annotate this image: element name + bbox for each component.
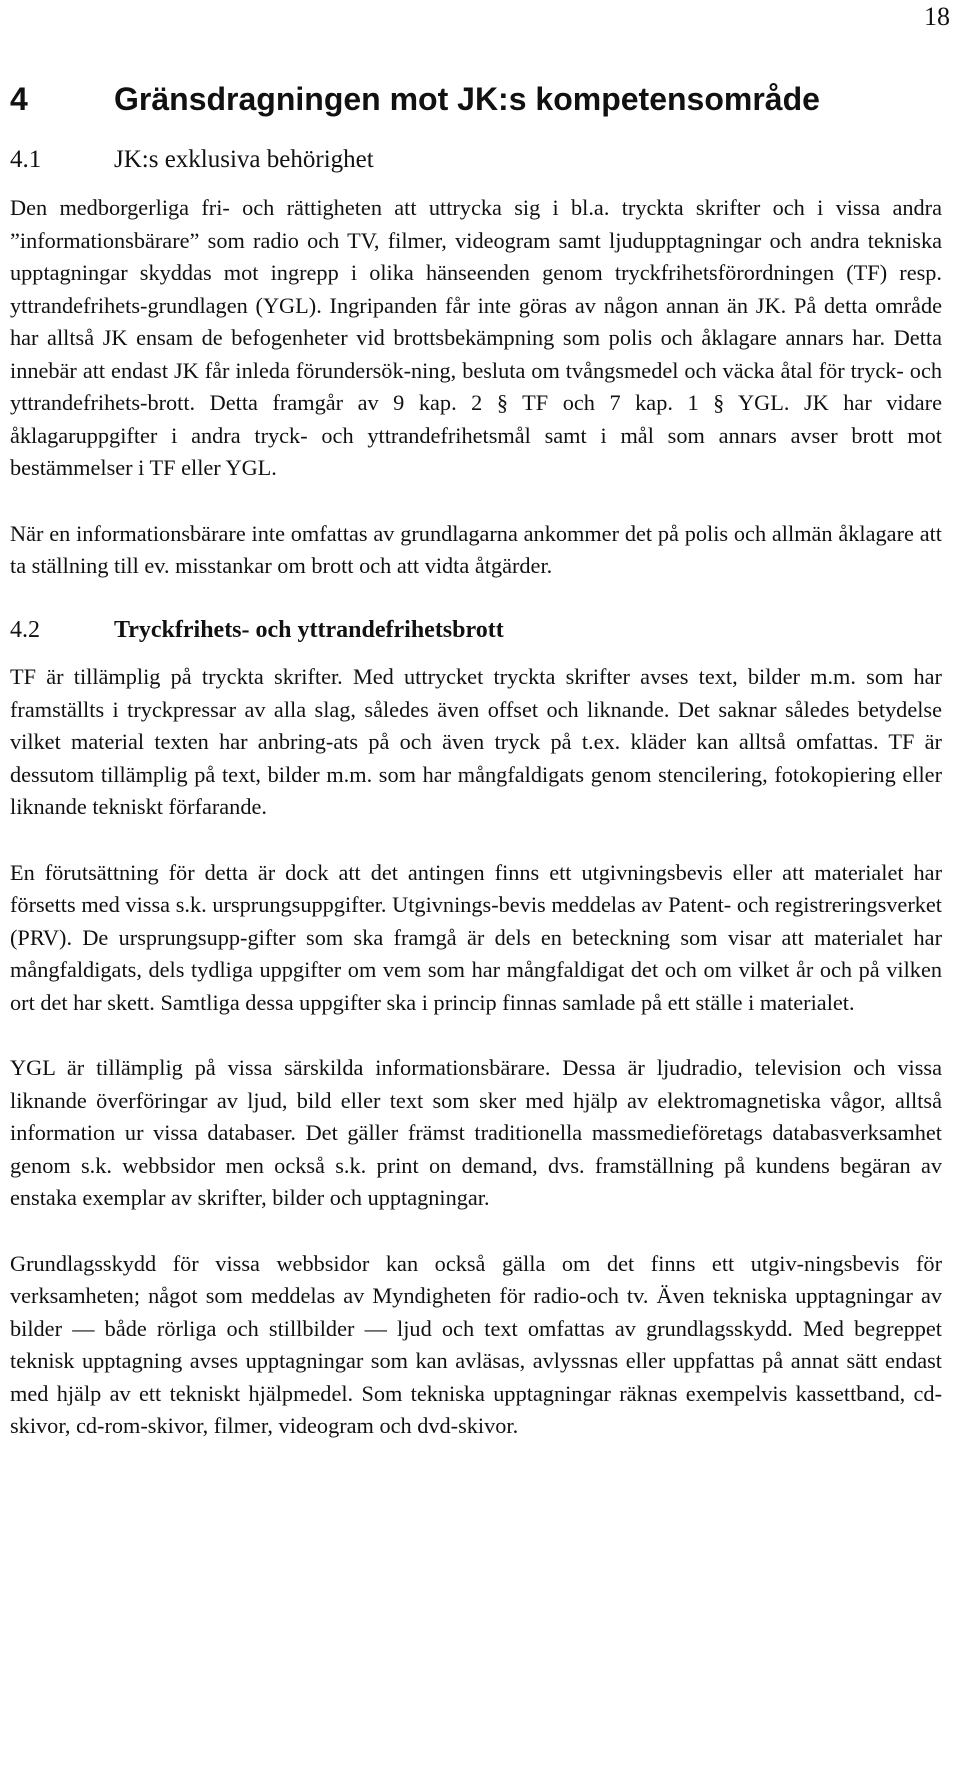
page-number: 18 <box>924 2 950 31</box>
paragraph: En förutsättning för detta är dock att det antingen finns ett utgivningsbevis eller att materialet har försetts med vissa s.k. ursprungsuppgifter. Utgivnings-bevis meddelas av Patent- och registreringsverket (PRV). De ursprungsupp-gifter som ska framgå är dels en beteckning som visar att materialet har mångfaldigats, dels tydliga uppgifter om vem som har mångfaldigat det och om vilket år och på vilken ort det har skett. Samtliga dessa uppgifter ska i princip finnas samlade på ett ställe i materialet. <box>10 859 942 1015</box>
section-heading-4-2 <box>10 616 942 645</box>
section-title: Tryckfrihets- och yttrandefrihetsbrott <box>114 616 504 643</box>
paragraph: TF är tillämplig på tryckta skrifter. Med uttrycket tryckta skrifter avses text, bilder m.m. som har framställts i tryckpressar av alla slag, således även offset och liknande. Det saknar således betydelse vilket material texten har anbring-ats på och även tryck på t.ex. kläder kan alltså omfattas. TF är dessutom tillämplig på text, bilder m.m. som har mångfaldigats genom stencilering, fotokopiering eller liknande tekniskt förfarande. <box>10 664 942 820</box>
paragraph: Den medborgerliga fri- och rättigheten att uttrycka sig i bl.a. tryckta skrifter och i vissa andra ”informationsbärare” som radio och TV, filmer, videogram samt ljudupptagningar och andra tekniska upptagningar skyddas mot ingrepp i olika hänseenden genom tryckfrihetsförordningen (TF) resp. yttrandefrihets-grundlagen (YGL). Ingripanden får inte göras av någon annan än JK. På detta område har alltså JK ensam de befogenheter vid brottsbekämpning som polis och åklagare annars har. Detta innebär att endast JK får inleda förundersök-ning, besluta om tvångsmedel och väcka åtal för tryck- och yttrandefrihets-brott. Detta framgår av 9 kap. 2 § TF och 7 kap. 1 § YGL. JK har vidare åklagaruppgifter i andra tryck- och yttrandefrihetsmål samt i mål som annars avser brott mot bestämmelser i TF eller YGL. <box>10 195 942 481</box>
chapter-title: Gränsdragningen mot JK:s kompetensområde <box>114 81 820 117</box>
document-body <box>10 82 942 1476</box>
chapter-heading <box>10 82 942 117</box>
chapter-number: 4 <box>10 81 28 117</box>
section-number: 4.2 <box>10 616 40 643</box>
section-heading-4-1 <box>10 145 942 175</box>
paragraph: YGL är tillämplig på vissa särskilda informationsbärare. Dessa är ljudradio, television och vissa liknande överföringar av ljud, bild eller text som sker med hjälp av elektromagnetiska vågor, alltså information ur vissa databaser. Det gäller främst traditionella massmedieföretags databasverksamhet genom s.k. webbsidor men också s.k. print on demand, dvs. framställning på kundens begäran av enstaka exemplar av skrifter, bilder och upptagningar. <box>10 1055 942 1211</box>
paragraph: När en informationsbärare inte omfattas av grundlagarna ankommer det på polis och allmän åklagare att ta ställning till ev. misstankar om brott och att vidta åtgärder. <box>10 520 942 579</box>
section-number: 4.1 <box>10 146 42 174</box>
section-title: JK:s exklusiva behörighet <box>114 146 374 174</box>
paragraph: Grundlagsskydd för vissa webbsidor kan också gälla om det finns ett utgiv-ningsbevis för verksamheten; något som meddelas av Myndigheten för radio-och tv. Även tekniska upptagningar av bilder — både rörliga och stillbilder — ljud och text omfattas av grundlagsskydd. Med begreppet teknisk upptagning avses upptagningar som kan avläsas, avlyssnas eller uppfattas på annat sätt endast med hjälp av ett tekniskt hjälpmedel. Som tekniska upptagningar räknas exempelvis kassettband, cd-skivor, cd-rom-skivor, filmer, videogram och dvd-skivor. <box>10 1250 942 1439</box>
